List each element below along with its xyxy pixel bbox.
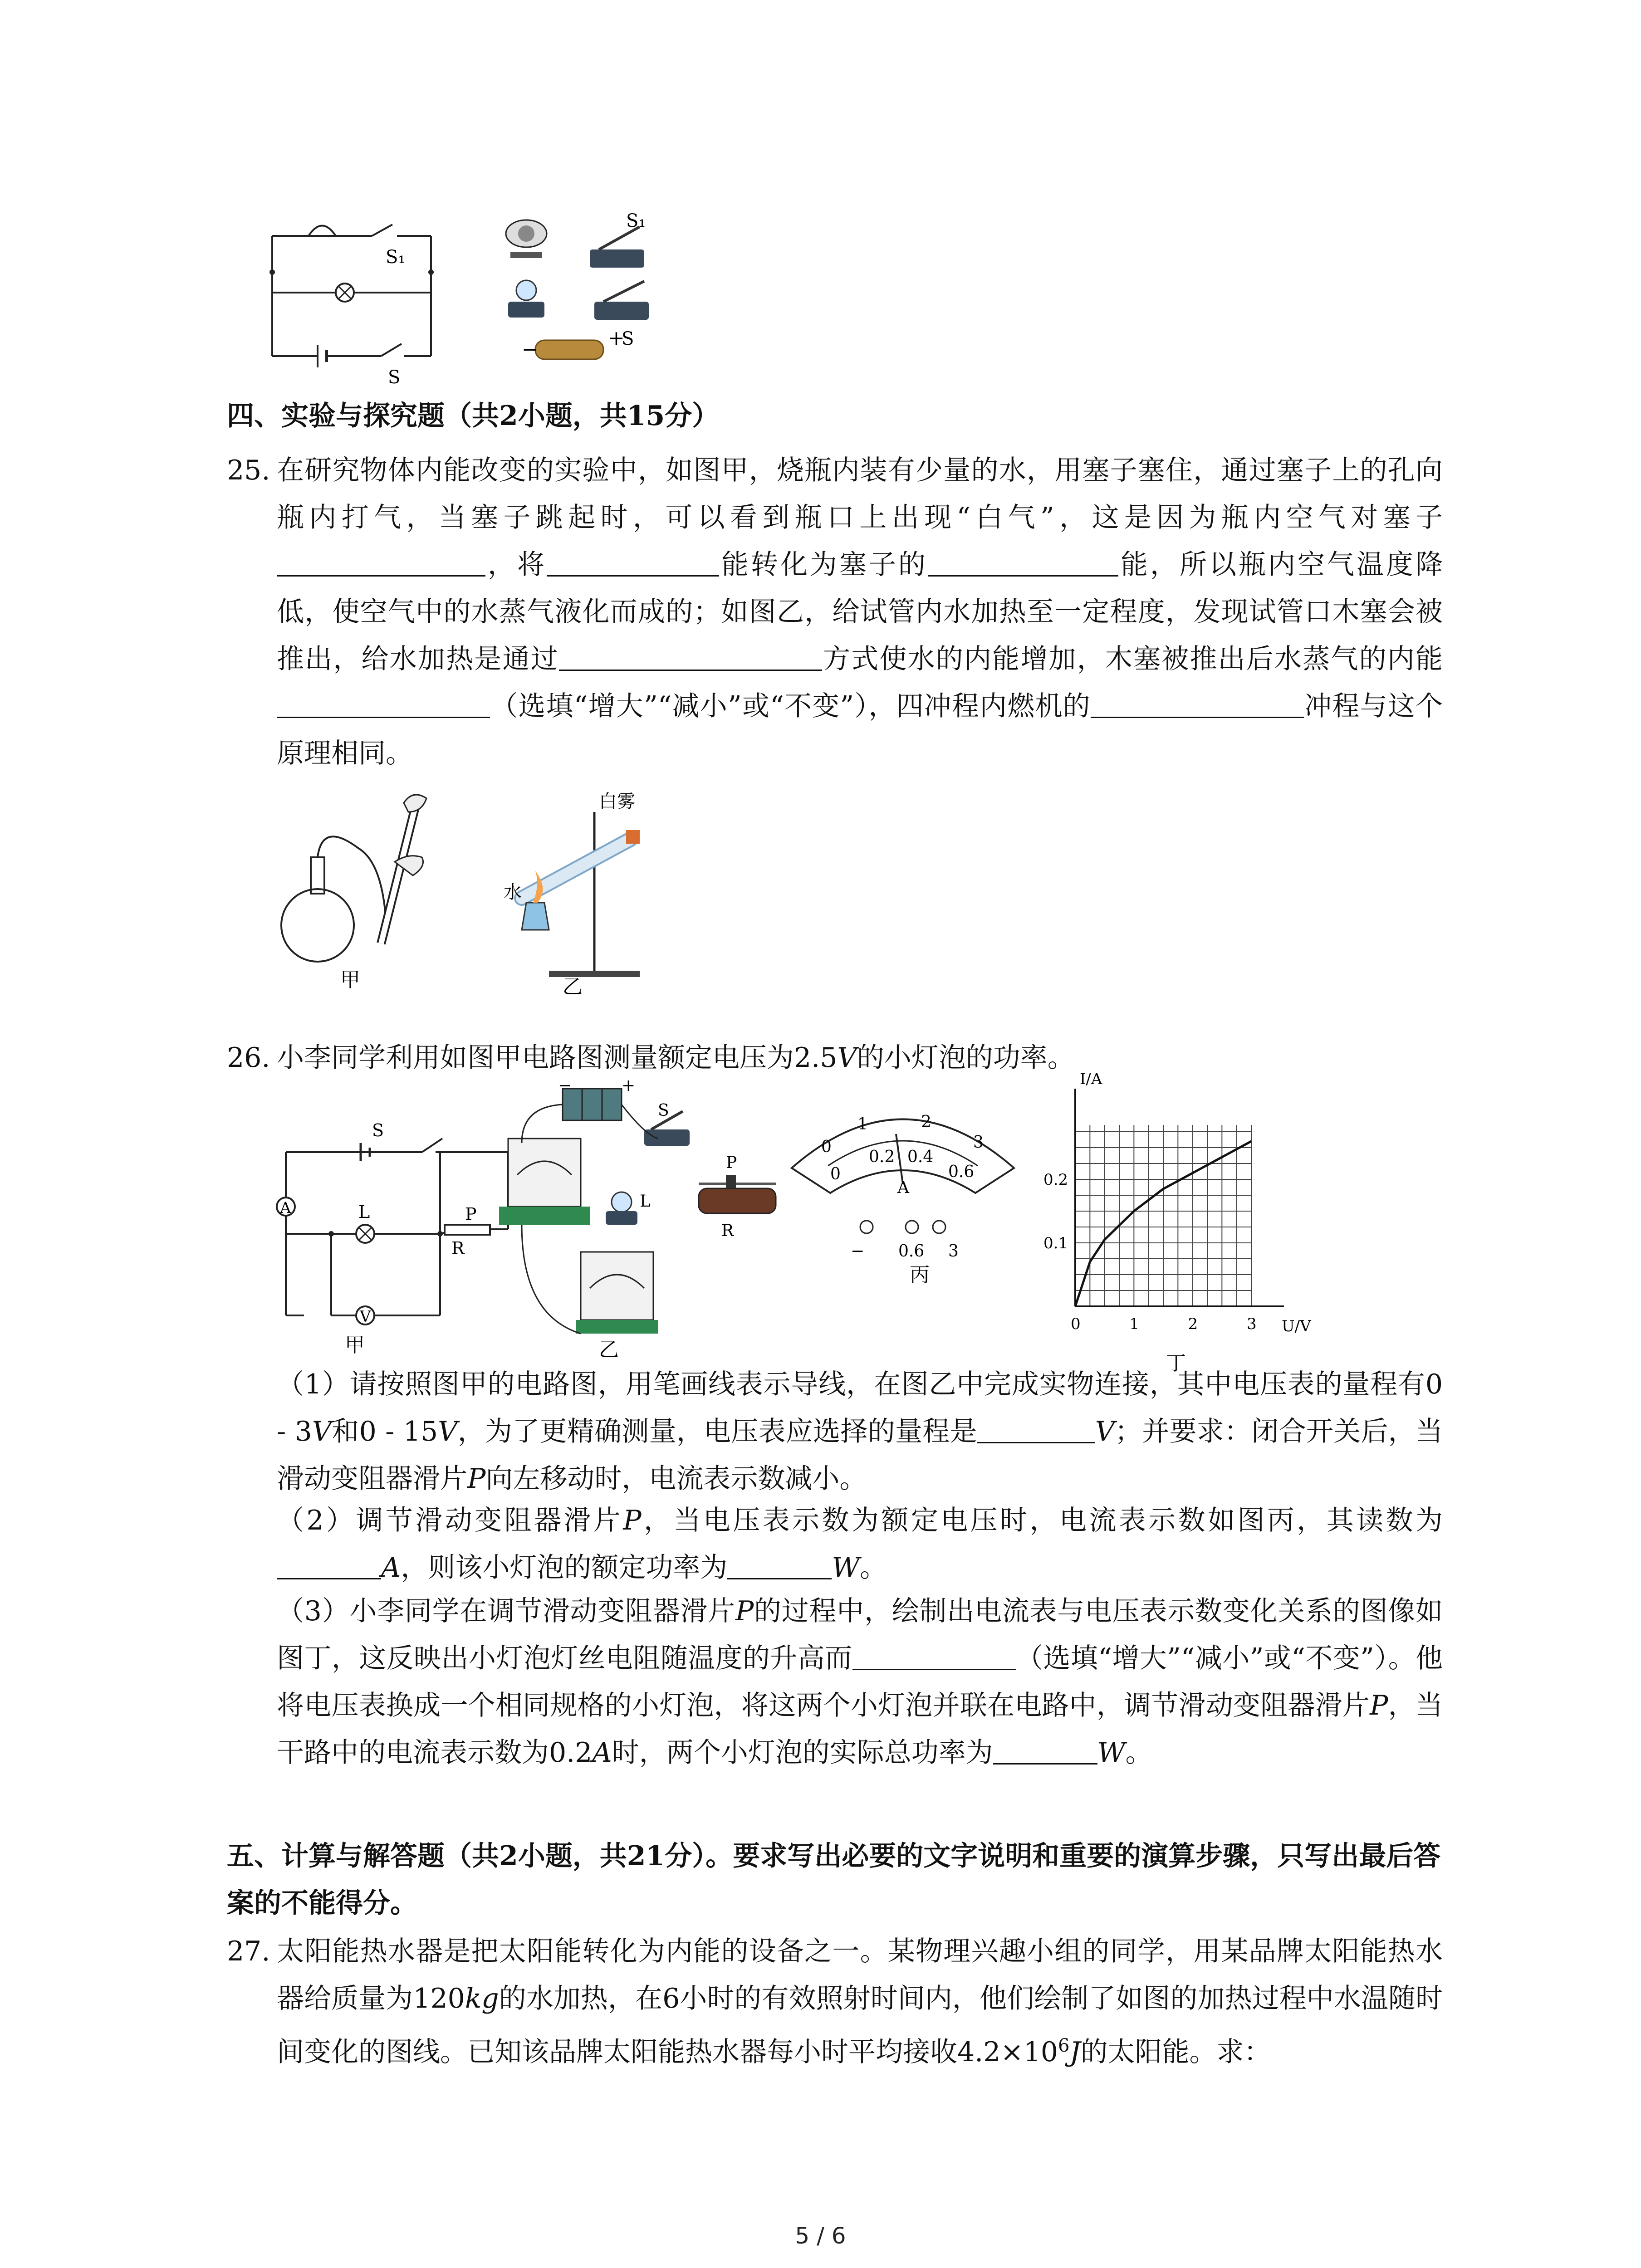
q26-p1-c: ；并要求：闭合开关后，当滑动变阻器滑片 bbox=[277, 1416, 1443, 1495]
x-tick-label: 1 bbox=[1129, 1315, 1139, 1333]
meter-top-0: 0 bbox=[821, 1138, 832, 1156]
meter-bottom-2: 0.4 bbox=[907, 1148, 934, 1166]
real-rheostat-icon bbox=[699, 1175, 776, 1213]
x-axis-label: U/V bbox=[1282, 1317, 1311, 1335]
q26-blank-2[interactable] bbox=[277, 1552, 381, 1579]
label-s1: S₁ bbox=[386, 247, 406, 268]
y-axis-label: I/A bbox=[1080, 1070, 1102, 1088]
q25-text-6: （选填“增大”“减小”或“不变”），四冲程内燃机的 bbox=[490, 690, 1091, 722]
q27-mass: 120 bbox=[413, 1983, 465, 2014]
q26-blank-4[interactable] bbox=[852, 1642, 1016, 1670]
q26-p1-r1: 0 - 3 bbox=[277, 1369, 1443, 1447]
real-ammeter-icon bbox=[499, 1139, 590, 1225]
section5-title: 五、计算与解答题（共2小题，共21分）。要求写出必要的文字说明和重要的演算步骤，只写出最后答案的不能得分。 bbox=[227, 1840, 1441, 1919]
q26-blank-5[interactable] bbox=[993, 1737, 1097, 1765]
meter-bottom-0: 0 bbox=[830, 1165, 841, 1183]
label-yi: 乙 bbox=[563, 975, 583, 998]
q24-circuit-svg bbox=[263, 209, 717, 388]
terminal-3: 3 bbox=[948, 1242, 959, 1261]
iu-graph-ding bbox=[1043, 1070, 1312, 1375]
label-s-real: S bbox=[622, 328, 634, 349]
q25-text-1: 在研究物体内能改变的实验中，如图甲，烧瓶内装有少量的水，用塞子塞住，通过塞子上的孔向瓶内打气，当塞子跳起时，可以看到瓶口上出现“白气”，这是因为瓶内空气对塞子 bbox=[277, 455, 1443, 533]
x-tick-label: 0 bbox=[1071, 1315, 1081, 1333]
real-switch-s-icon bbox=[594, 281, 649, 320]
q25-blank-5[interactable] bbox=[277, 690, 490, 718]
label-shui: 水 bbox=[504, 882, 522, 903]
q26-p3-b: 的过程中，绘制出电流表与电压表示数变化关系的图像如图丁，这反映出小灯泡灯丝电阻随温度的升高而 bbox=[277, 1595, 1443, 1674]
label-ding: 丁 bbox=[1166, 1352, 1186, 1375]
q27 bbox=[227, 1928, 1443, 2076]
q27-energy-exp: 6 bbox=[1058, 2035, 1070, 2056]
label-bing: 丙 bbox=[910, 1263, 930, 1286]
q26-p3-a: （3）小李同学在调节滑动变阻器滑片 bbox=[277, 1595, 735, 1627]
q26-p3-f: 。 bbox=[1125, 1737, 1153, 1769]
label-baiwu: 白雾 bbox=[599, 791, 635, 812]
q25-number: 25. bbox=[227, 455, 270, 486]
q27-mass-unit: kg bbox=[465, 1983, 499, 2014]
q26-p1-d: 向左移动时，电流表示数减小。 bbox=[485, 1463, 867, 1495]
q26-p1-u1: V bbox=[312, 1416, 332, 1447]
label-minus: − bbox=[558, 1076, 572, 1095]
rheostat-symbol-icon bbox=[445, 1225, 490, 1235]
q26-figures-svg bbox=[268, 1070, 1357, 1375]
q26-part1 bbox=[277, 1361, 1443, 1502]
q26-p3-c: （选填“增大”“减小”或“不变”）。他将电压表换成一个相同规格的小灯泡，将这两个小灯泡并联在电路中，调节滑动变阻器滑片 bbox=[277, 1642, 1443, 1721]
q26-p1-r2: 0 - 15 bbox=[359, 1416, 438, 1447]
label-s: S bbox=[372, 1120, 384, 1140]
q26-p2-c: ，则该小灯泡的额定功率为 bbox=[401, 1552, 728, 1584]
q25-blank-3[interactable] bbox=[928, 549, 1118, 577]
x-tick-label: 2 bbox=[1188, 1315, 1198, 1333]
q26-p3-p: P bbox=[735, 1595, 754, 1627]
real-lamp-icon bbox=[606, 1192, 637, 1225]
q26-p3-p2: P bbox=[1370, 1690, 1388, 1721]
real-switch-s1-icon bbox=[590, 227, 644, 268]
q25-figures-svg bbox=[268, 780, 676, 998]
label-r-real: R bbox=[721, 1222, 734, 1240]
test-tube-setup-icon bbox=[522, 812, 640, 977]
label-l-real: L bbox=[640, 1192, 651, 1211]
q26-p1-and: 和 bbox=[332, 1416, 359, 1447]
q26-p3-unit: W bbox=[1097, 1737, 1126, 1769]
q26-p2-unit2: W bbox=[832, 1552, 860, 1584]
real-lamp-icon bbox=[508, 280, 544, 318]
label-s1-real: S₁ bbox=[626, 210, 646, 231]
voltmeter-label: V bbox=[360, 1308, 371, 1326]
meter-bottom-1: 0.2 bbox=[869, 1148, 895, 1166]
x-tick-label: 3 bbox=[1247, 1315, 1257, 1333]
q26-intro bbox=[227, 1034, 1443, 1081]
page-number: 5 / 6 bbox=[795, 2223, 846, 2249]
q26-p1-u2: V bbox=[438, 1416, 458, 1447]
q26-part3 bbox=[277, 1588, 1443, 1776]
q27-text-1: 太阳能热水器是把太阳能转化为内能的设备之一。某物理兴趣小组的同学，用某品牌太阳能热水器给质量为 bbox=[277, 1936, 1443, 2014]
q25-text-5: 方式使水的内能增加，木塞被推出后水蒸气的内能 bbox=[822, 643, 1443, 675]
label-p: P bbox=[465, 1204, 477, 1224]
label-jia: 甲 bbox=[340, 968, 360, 992]
real-battery-icon bbox=[535, 340, 603, 359]
real-bell-icon bbox=[506, 220, 547, 258]
label-p-real: P bbox=[726, 1154, 737, 1172]
label-plus: + bbox=[608, 327, 625, 350]
label-s-real: S bbox=[658, 1101, 669, 1120]
q26-p2-unit1: A bbox=[381, 1552, 401, 1584]
pump-icon bbox=[381, 795, 426, 943]
label-minus: − bbox=[522, 338, 539, 361]
q27-text-2: 的水加热，在6小时的有效照射时间内，他们绘制了如图的加热过程中水温随时间变化的图线。已知该品牌太阳能热水器每小时平均接收 bbox=[277, 1983, 1443, 2068]
q26-blank-1[interactable] bbox=[977, 1416, 1095, 1443]
meter-top-2: 2 bbox=[921, 1113, 931, 1131]
q25-blank-2[interactable] bbox=[547, 549, 719, 577]
q26-figures bbox=[268, 1070, 1357, 1375]
q26-blank-3[interactable] bbox=[727, 1552, 832, 1579]
q27-energy-unit: J bbox=[1069, 2036, 1081, 2068]
label-s: S bbox=[388, 367, 401, 388]
q25-text-3: 能转化为塞子的 bbox=[719, 549, 928, 581]
q26-p1-unit: V bbox=[1095, 1416, 1115, 1447]
label-r: R bbox=[451, 1238, 465, 1258]
q26-p2-d: 。 bbox=[860, 1552, 887, 1584]
q25-text-7: 冲程与这个原理相同。 bbox=[277, 690, 1443, 769]
q25-blank-6[interactable] bbox=[1091, 690, 1304, 718]
real-voltmeter-icon bbox=[576, 1252, 658, 1334]
q26-p2-a: （2）调节滑动变阻器滑片 bbox=[277, 1505, 623, 1536]
meter-unit: A bbox=[897, 1178, 909, 1197]
q25 bbox=[227, 447, 1443, 777]
q26-p3-d: ，当干路中的电流表示数为 bbox=[277, 1690, 1443, 1769]
flask-icon bbox=[281, 836, 386, 962]
label-plus: + bbox=[622, 1076, 636, 1095]
q27-number: 27. bbox=[227, 1936, 270, 1967]
q25-blank-4[interactable] bbox=[559, 643, 822, 671]
q26-p3-val: 0.2 bbox=[549, 1737, 593, 1769]
q26-p3-e: 时，两个小灯泡的实际总功率为 bbox=[612, 1737, 993, 1769]
q25-figures bbox=[268, 780, 676, 998]
terminal-06: 0.6 bbox=[898, 1242, 925, 1261]
q26-p2-p: P bbox=[623, 1505, 642, 1536]
section4-title: 四、实验与探究题（共2小题，共15分） bbox=[227, 400, 720, 432]
meter-top-3: 3 bbox=[973, 1133, 984, 1152]
q26-intro-unit: V bbox=[837, 1042, 857, 1074]
bell-icon bbox=[309, 226, 336, 236]
label-yi: 乙 bbox=[599, 1338, 619, 1361]
q27-text-3: 的太阳能。求： bbox=[1080, 2036, 1271, 2068]
q26-p1-a: （1）请按照图甲的电路图，用笔画线表示导线，在图乙中完成实物连接，其中电压表的量程有 bbox=[277, 1369, 1425, 1400]
q24-figures bbox=[263, 209, 717, 388]
q26-intro-b: 的小灯泡的功率。 bbox=[857, 1042, 1075, 1074]
y-tick-label: 0.2 bbox=[1043, 1171, 1068, 1189]
q27-energy: 4.2×10 bbox=[957, 2036, 1058, 2068]
q26-intro-val: 2.5 bbox=[794, 1042, 838, 1074]
q25-text-2: ，将 bbox=[485, 549, 547, 581]
q26-p3-valunit: A bbox=[592, 1737, 612, 1769]
meter-bottom-3: 0.6 bbox=[948, 1163, 975, 1181]
q25-blank-1[interactable] bbox=[277, 549, 485, 577]
label-jia: 甲 bbox=[345, 1334, 365, 1357]
y-tick-label: 0.1 bbox=[1043, 1234, 1068, 1252]
q25-text-4: 能，所以瓶内空气温度降低，使空气中的水蒸气液化而成的；如图乙，给试管内水加热至一定程度，发现试管口木塞会被推出，给水加热是通过 bbox=[277, 549, 1443, 675]
q26-p1-p: P bbox=[467, 1463, 486, 1495]
q26-part2 bbox=[277, 1497, 1443, 1591]
q26-p1-b: ，为了更精确测量，电压表应选择的量程是 bbox=[457, 1416, 977, 1447]
terminal-minus: − bbox=[851, 1242, 865, 1261]
q26-p2-b: ，当电压表示数为额定电压时，电流表示数如图丙，其读数为 bbox=[641, 1505, 1443, 1536]
q26-number: 26. bbox=[227, 1042, 270, 1074]
meter-top-1: 1 bbox=[857, 1115, 868, 1134]
ammeter-label: A bbox=[280, 1199, 291, 1217]
label-l: L bbox=[358, 1202, 370, 1222]
q26-intro-a: 小李同学利用如图甲电路图测量额定电压为 bbox=[277, 1042, 794, 1074]
